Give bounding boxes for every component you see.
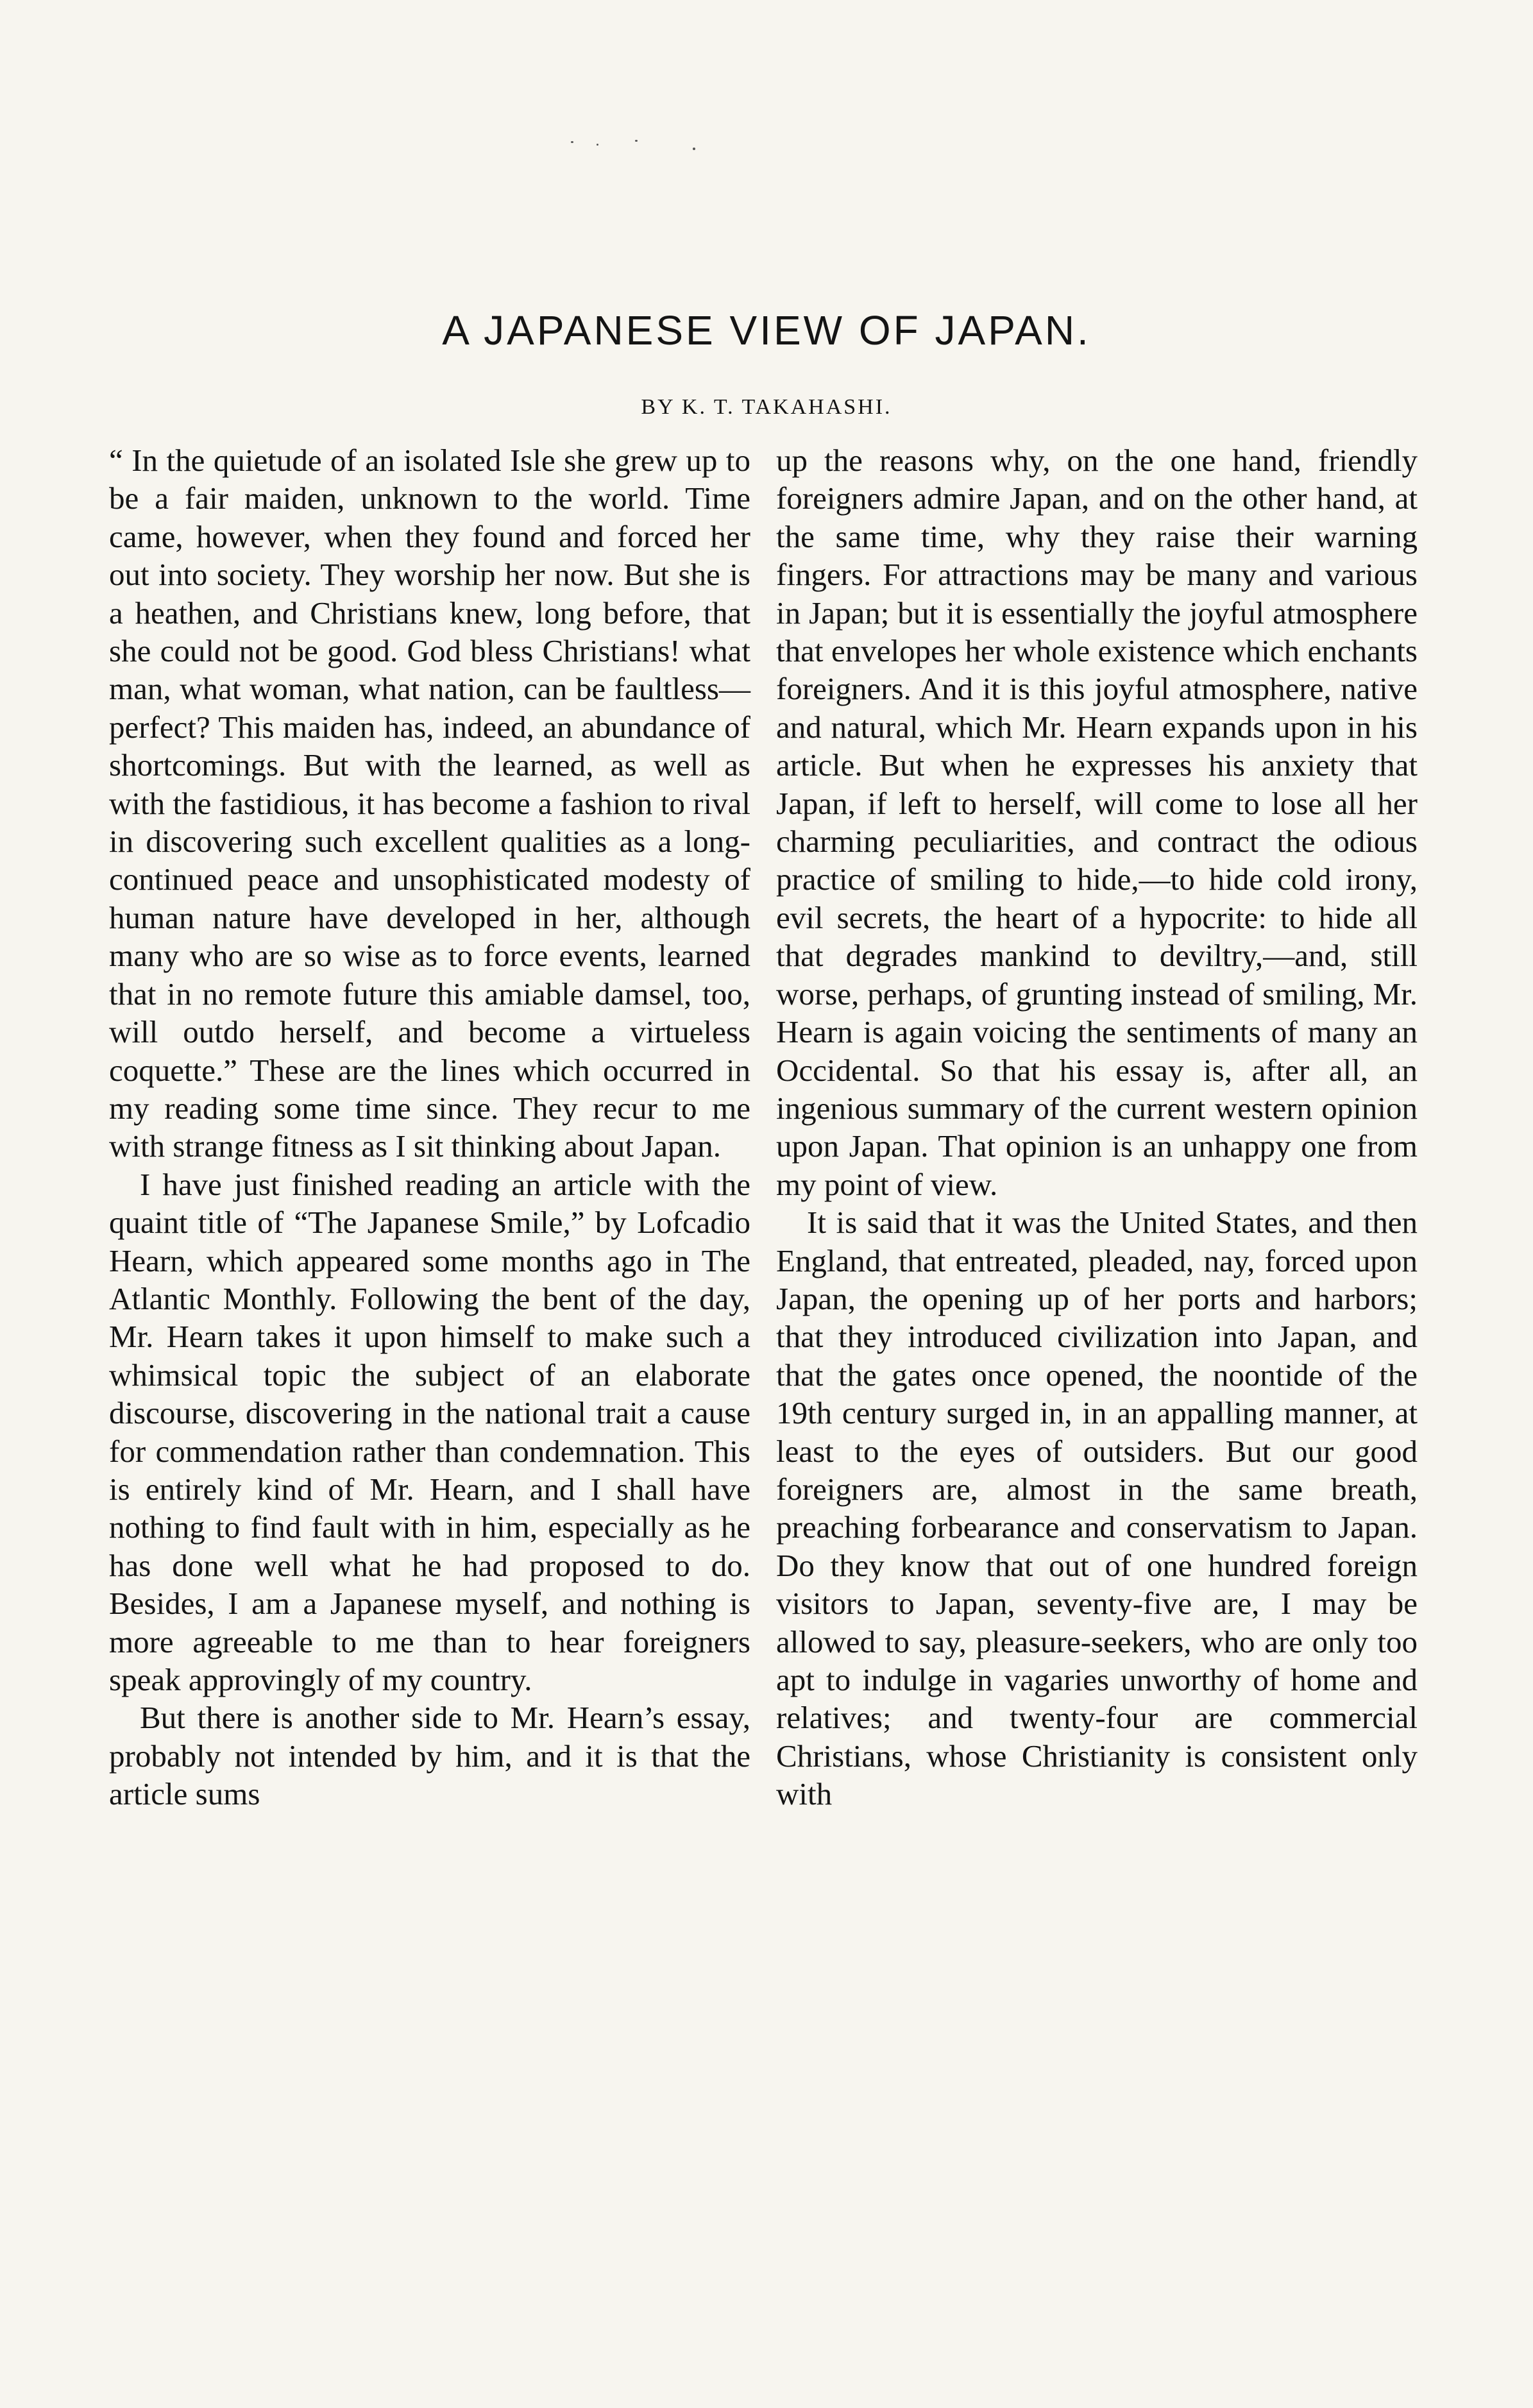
paragraph-1: “ In the quietude of an isolated Isle she grew up to be a fair maiden, unknown to the world. Time came, however, when they found and forced her out into society. They worship her now. But she is a heathen, and Christians knew, long before, that she could not be good. God bless Christians! what man, what woman, what nation, can be faultless—perfect? This maiden has, indeed, an abundance of shortcomings. But with the learned, as well as with the fastidious, it has become a fashion to rival in discovering such excellent qualities as a long-continued peace and unsophisticated modesty of human nature have developed in her, although many who are so wise as to force events, learned that in no remote future this amiable damsel, too, will outdo herself, and become a virtueless coquette.” These are the lines which occurred in my reading some time since. They recur to me with strange fitness as I sit thinking about Japan. <box>109 443 750 1164</box>
paragraph-3: But there is another side to Mr. Hearn’s essay, probably not intended by him, and it is that the article sums <box>109 1700 750 1812</box>
paragraph-4: It is said that it was the United States, and then England, that entreated, pleaded, nay, forced upon Japan, the opening up of her ports and harbors; that they introduced civilization into Japan, and that the gates once opened, the noontide of the 19th century surged in, in an appalling manner, at least to the eyes of outsiders. But our good foreigners are, almost in the same breath, preaching forbearance and conservatism to Japan. Do they know that out of one hundred foreign visitors to Japan, seventy-five are, I may be allowed to say, pleasure-seekers, who are only too apt to indulge in vagaries unworthy of home and relatives; and twenty-four are commercial Christians, whose Christianity is consistent only with <box>776 1205 1418 1812</box>
paragraph-2: I have just finished reading an article with the quaint title of “The Japanese Smile,” by Lofcadio Hearn, which appeared some months ago in The Atlantic Monthly. Following the bent of the day, Mr. Hearn takes it upon himself to make such a whimsical topic the subject of an elaborate discourse, discovering in the national trait a cause for commendation rather than condemnation. This is entirely kind of Mr. Hearn, and I shall have nothing to find fault with in him, especially as he has done well what he had proposed to do. Besides, I am a Japanese myself, and nothing is more agreeable to me than to hear foreigners speak approvingly of my country. <box>109 1166 750 1697</box>
article-byline: BY K. T. TAKAHASHI. <box>641 395 892 419</box>
left-column <box>109 441 750 1813</box>
paragraph-3-continued: up the reasons why, on the one hand, friendly foreigners admire Japan, and on the other hand, at the same time, why they raise their warning fingers. For attractions may be many and various in Japan; but it is essentially the joyful atmosphere that envelopes her whole existence which enchants foreigners. And it is this joyful atmosphere, native and natural, which Mr. Hearn expands upon in his article. But when he expresses his anxiety that Japan, if left to herself, will come to lose all her charming peculiarities, and contract the odious practice of smiling to hide,—to hide cold irony, evil secrets, the heart of a hypocrite: to hide all that degrades mankind to deviltry,—and, still worse, perhaps, of grunting instead of smiling, Mr. Hearn is again voicing the sentiments of many an Occidental. So that his essay is, after all, an ingenious summary of the current western opinion upon Japan. That opinion is an unhappy one from my point of view. <box>776 443 1418 1202</box>
right-column <box>776 441 1418 1813</box>
page-specks <box>558 135 725 154</box>
article-title: A JAPANESE VIEW OF JAPAN. <box>442 307 1091 353</box>
